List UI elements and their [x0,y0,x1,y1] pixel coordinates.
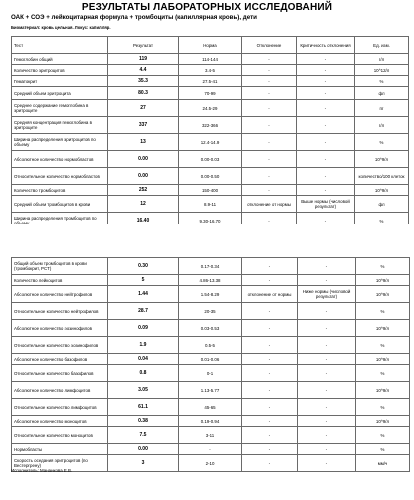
cell-test: Относительное количество моноцитов [12,427,108,444]
cell-result: 0.09 [108,320,179,337]
table-row [12,320,410,337]
column-header-deviation: Отклонение [242,37,297,54]
cell-dev: - [242,444,298,455]
cell-unit: % [355,213,409,230]
cell-test: Абсолютное количество базофилов [12,354,108,365]
cell-result: 0.30 [108,258,179,275]
cell-dev: - [242,337,298,354]
table-row [12,76,409,87]
cell-test: Количество эритроцитов [12,65,108,76]
column-header-criticality: Критичность отклонения [297,37,355,54]
results-table-page-1 [11,36,409,230]
cell-dev: - [242,382,298,399]
table-row [12,185,409,196]
results-table-page-2 [11,257,410,472]
cell-dev: - [242,87,297,100]
biomaterial-info: Биоматериал: кровь цельная. Локус: капилляр. [11,25,111,30]
cell-dev: - [242,427,298,444]
cell-result: 0.00 [108,168,179,185]
report-title: РЕЗУЛЬТАТЫ ЛАБОРАТОРНЫХ ИССЛЕДОВАНИЙ [81,2,333,13]
cell-result: 0.00 [108,151,179,168]
cell-test: Среднее содержание гемоглобина в эритроците [12,100,108,117]
cell-norm: 12.4-14.9 [179,134,242,151]
cell-dev: - [242,365,298,382]
cell-dev: отклонение от нормы [242,286,298,303]
page-break [0,224,414,257]
cell-unit: фл [355,87,409,100]
column-header-unit: Ед. изм. [355,37,409,54]
cell-norm: 0.17-0.34 [179,258,242,275]
cell-test: Скорость оседания эритроцитов (по Вестергрену) [12,455,108,472]
cell-result: 3 [108,455,179,472]
cell-crit: - [297,54,355,65]
cell-norm: 4.86-13.38 [179,275,242,286]
cell-norm: - [179,444,242,455]
cell-test: Относительное количество базофилов [12,365,108,382]
cell-result: 0.38 [108,416,179,427]
cell-crit: - [297,76,355,87]
cell-crit: - [297,65,355,76]
table-row [12,427,410,444]
cell-test: Средний объем эритроцита [12,87,108,100]
table-row [12,87,409,100]
table-row [12,286,410,303]
cell-test: Средняя концентрация гемоглобина в эритроците [12,117,108,134]
table-row [12,337,410,354]
test-panel-name: ОАК + СОЭ + лейкоцитарная формула + тромбоциты (капиллярная кровь), дети [11,14,257,21]
table-row [12,399,410,416]
cell-test: Абсолютное количество нормобластов [12,151,108,168]
cell-test: Гемоглобин общий [12,54,108,65]
cell-result: 337 [108,117,179,134]
cell-norm: 8.9-11 [179,196,242,213]
cell-crit: - [298,382,356,399]
cell-crit: - [298,427,356,444]
cell-dev: - [242,100,297,117]
cell-unit: 10^9/л [355,151,409,168]
cell-crit: - [298,455,356,472]
cell-dev: - [242,399,298,416]
cell-test: Абсолютное количество лимфоцитов [12,382,108,399]
cell-unit: 10^9/л [356,382,410,399]
cell-result: 119 [108,54,179,65]
cell-dev: - [242,455,298,472]
cell-unit: 10^9/л [356,320,410,337]
cell-result: 0.04 [108,354,179,365]
cell-dev: - [242,416,298,427]
cell-norm: 0.03-0.53 [179,320,242,337]
cell-test: Ширина распределения тромбоцитов по [12,213,108,230]
column-header-test: Тест [12,37,108,54]
cell-crit: - [298,337,356,354]
cell-crit: Выше нормы (числовой результат) [297,196,355,213]
cell-norm: 0.00-0.50 [179,168,242,185]
cell-crit: - [297,185,355,196]
cell-test: Количество тромбоцитов [12,185,108,196]
cell-crit: - [297,87,355,100]
cell-unit: 10^9/л [356,286,410,303]
cell-result: 5 [108,275,179,286]
cell-unit: % [356,337,410,354]
cell-test: Относительное количество эозинофилов [12,337,108,354]
cell-dev: - [242,213,297,230]
cell-crit: - [298,258,356,275]
cell-norm: 114-144 [179,54,242,65]
cell-dev: - [242,275,298,286]
table-row [12,54,409,65]
cell-result: 27 [108,100,179,117]
table-header-row [12,37,409,54]
cell-result: 35.3 [108,76,179,87]
cell-result: 252 [108,185,179,196]
cell-result: 1.9 [108,337,179,354]
cell-norm: 0.5-5 [179,337,242,354]
cell-dev: - [242,151,297,168]
cell-unit: фл [355,196,409,213]
cell-crit: - [297,117,355,134]
cell-crit: Ниже нормы (числовой результат) [298,286,356,303]
cell-norm: 0.19-0.94 [179,416,242,427]
cell-norm: 150-400 [179,185,242,196]
cell-unit: % [356,444,410,455]
cell-dev: - [242,185,297,196]
cell-unit: % [356,427,410,444]
cell-result: 61.1 [108,399,179,416]
cell-result: 16.40 [108,213,179,230]
cell-norm: 2-10 [179,455,242,472]
cell-unit: количество/100 клеток [355,168,409,185]
cell-unit: % [356,365,410,382]
cell-unit: 10^9/л [356,354,410,365]
cell-norm: 45-65 [179,399,242,416]
table-row [12,275,410,286]
cell-test: Абсолютное количество моноцитов [12,416,108,427]
cell-crit: - [297,134,355,151]
cell-dev: - [242,54,297,65]
cell-norm: 24.5-29 [179,100,242,117]
cell-test: Гематокрит [12,76,108,87]
table-row [12,365,410,382]
cell-norm: 3.4-5 [179,65,242,76]
table-row [12,382,410,399]
cell-unit: % [356,258,410,275]
cell-unit: 10^9/л [356,275,410,286]
cell-dev: - [242,258,298,275]
cell-crit: - [298,365,356,382]
table-row [12,444,410,455]
cell-result: 1.44 [108,286,179,303]
cell-result: 0.8 [108,365,179,382]
cell-unit: пг [355,100,409,117]
table-row [12,196,409,213]
cell-unit: % [355,134,409,151]
cell-test: Количество лейкоцитов [12,275,108,286]
cell-test: Абсолютное количество нейтрофилов [12,286,108,303]
cell-test: Нормобласты [12,444,108,455]
cell-norm: 0.01-0.06 [179,354,242,365]
table-row [12,65,409,76]
table-row [12,100,409,117]
cell-norm: 1.54-8.29 [179,286,242,303]
table-row [12,258,410,275]
cell-crit: - [298,416,356,427]
cell-test: Средний объем тромбоцитов в крови [12,196,108,213]
cell-crit: - [298,354,356,365]
table-row [12,151,409,168]
cell-result: 7.5 [108,427,179,444]
cell-dev: отклонение от нормы [242,196,297,213]
column-header-result: Результат [108,37,179,54]
cell-norm: 70-99 [179,87,242,100]
cell-crit: - [298,303,356,320]
cell-test: Относительное количество лимфоцитов [12,399,108,416]
cell-crit: - [297,213,355,230]
cell-result: 4.4 [108,65,179,76]
cell-dev: - [242,65,297,76]
cell-crit: - [298,320,356,337]
cell-crit: - [297,151,355,168]
cell-crit: - [297,100,355,117]
cell-test: Относительное количество нейтрофилов [12,303,108,320]
cell-result: 28.7 [108,303,179,320]
table-row [12,416,410,427]
table-row [12,117,409,134]
cell-norm: 20-35 [179,303,242,320]
cell-crit: - [298,444,356,455]
cell-dev: - [242,168,297,185]
cell-dev: - [242,76,297,87]
cell-unit: 10^9/л [356,416,410,427]
table-row [12,354,410,365]
cell-result: 80.3 [108,87,179,100]
cell-norm: 27.5-41 [179,76,242,87]
cell-norm: 9.30-16.70 [179,213,242,230]
cell-unit: % [355,76,409,87]
cell-unit: мм/ч [356,455,410,472]
cell-dev: - [242,117,297,134]
cell-result: 12 [108,196,179,213]
cell-unit: % [356,303,410,320]
cell-test: Абсолютное количество эозинофилов [12,320,108,337]
cell-norm: 3-11 [179,427,242,444]
cell-result: 13 [108,134,179,151]
cell-crit: - [298,399,356,416]
cell-crit: - [298,275,356,286]
table-row [12,168,409,185]
cell-unit: 10^9/л [355,185,409,196]
performer-signature: Исполнитель: Мананкова Е.В. [11,468,73,473]
cell-unit: г/л [355,54,409,65]
cell-norm: 0.00-0.03 [179,151,242,168]
cell-dev: - [242,354,298,365]
cell-unit: г/л [355,117,409,134]
cell-test: Ширина распределения эритроцитов по объему [12,134,108,151]
cell-dev: - [242,320,298,337]
cell-result: 3.05 [108,382,179,399]
table-row [12,303,410,320]
cell-norm: 0-1 [179,365,242,382]
cell-test: Общий объем тромбоцитов в крови (тромбокрит, PCT) [12,258,108,275]
cell-dev: - [242,134,297,151]
cell-crit: - [297,168,355,185]
column-header-norm: Норма [179,37,242,54]
cell-norm: 1.13-5.77 [179,382,242,399]
cell-unit: 10^12/л [355,65,409,76]
cell-unit: % [356,399,410,416]
cell-result: 0.00 [108,444,179,455]
cell-test: Относительное количество нормобластов [12,168,108,185]
cell-norm: 322-366 [179,117,242,134]
cell-dev: - [242,303,298,320]
table-row [12,134,409,151]
